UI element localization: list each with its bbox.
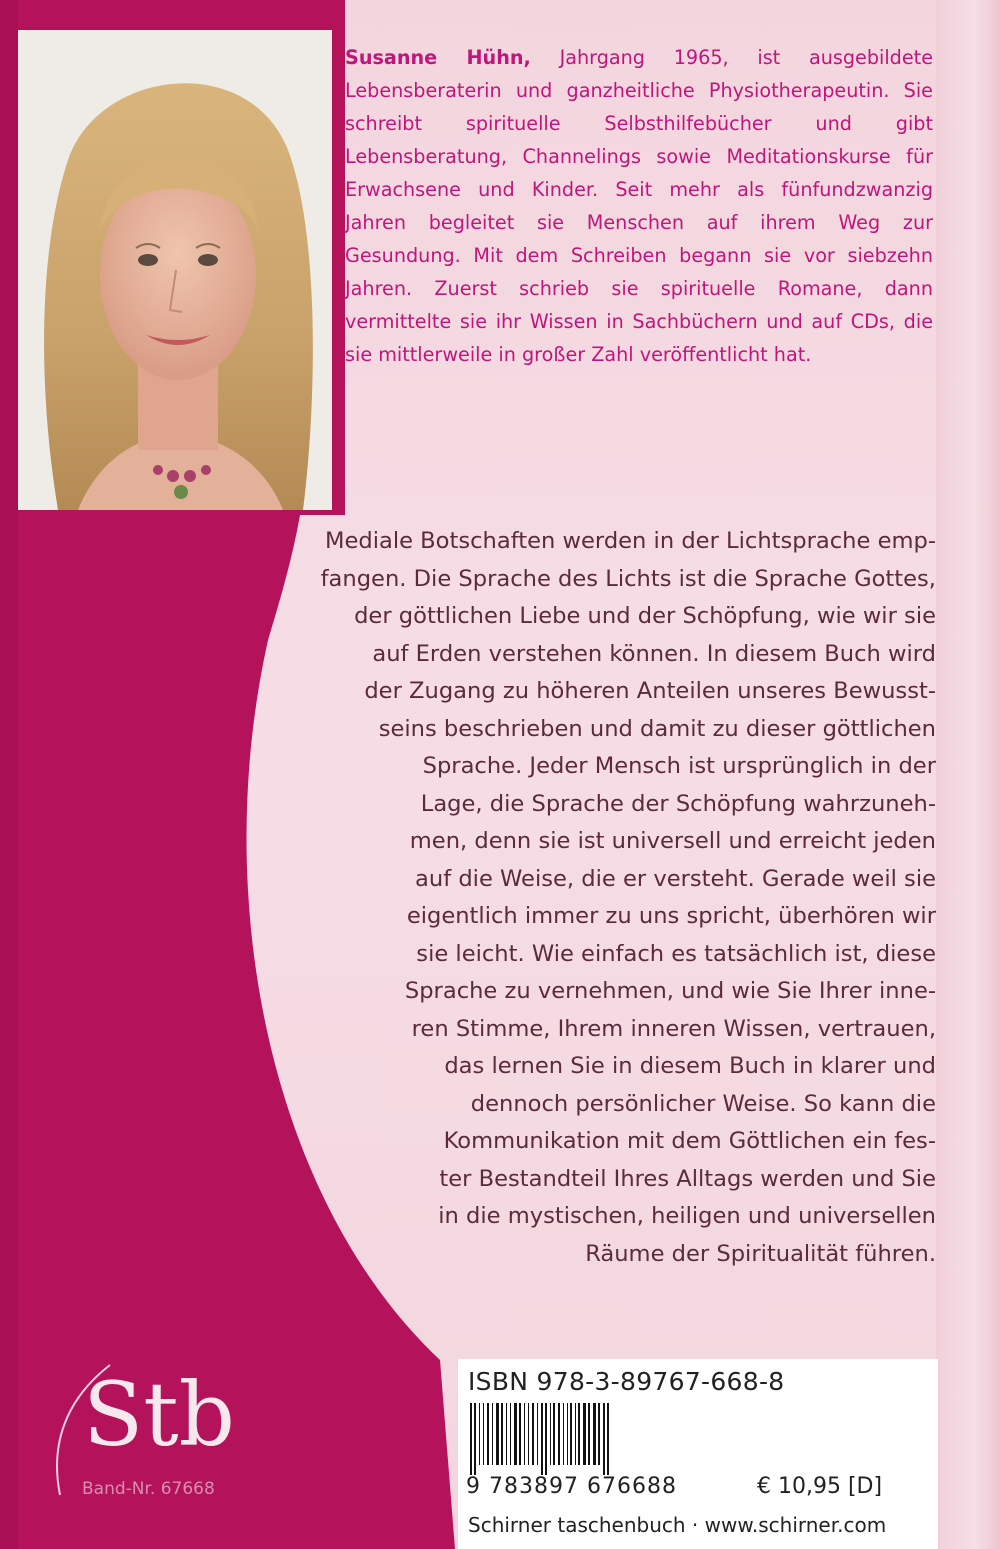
barcode-bar (570, 1403, 572, 1465)
barcode-bar (532, 1403, 534, 1465)
barcode-bar (607, 1403, 609, 1475)
author-portrait-illustration (18, 30, 332, 510)
barcode-bar (506, 1403, 507, 1465)
barcode-bar (575, 1403, 576, 1465)
barcode-bar (487, 1403, 489, 1465)
barcode-bar (558, 1403, 560, 1465)
blurb-line: das lernen Sie in diesem Buch in klarer und (444, 1053, 936, 1079)
barcode-bar (593, 1403, 596, 1465)
author-bio (345, 41, 933, 371)
barcode-bar (545, 1403, 547, 1475)
barcode-bar (514, 1403, 517, 1465)
blurb-line: Sprache zu vernehmen, und wie Sie Ihrer inne- (404, 978, 936, 1004)
barcode-bar (496, 1403, 499, 1465)
isbn-label: ISBN 978-3-89767-668-8 (468, 1367, 785, 1396)
blurb-line: Räume der Spiritualität führen. (585, 1240, 936, 1267)
blurb-line: seins beschrieben und damit zu dieser göttlichen (378, 715, 936, 742)
barcode-bar (528, 1403, 529, 1465)
author-name: Susanne Hühn, (345, 46, 531, 69)
right-edge-shade (936, 0, 1000, 1549)
blurb-line: der göttlichen Liebe und der Schöpfung, wie wir sie (354, 603, 936, 629)
price-label: € 10,95 [D] (757, 1474, 883, 1499)
blurb-line: auf Erden verstehen können. In diesem Buch wird (372, 640, 936, 667)
blurb-line: men, denn sie ist universell und erreicht jeden (409, 828, 936, 854)
blurb-line: Mediale Botschaften werden in der Lichtsprache emp- (324, 528, 936, 554)
blurb-line: sie leicht. Wie einfach es tatsächlich ist, diese (416, 940, 936, 967)
barcode-bar (492, 1403, 493, 1465)
barcode-bar (588, 1403, 590, 1465)
barcode-bar (524, 1403, 525, 1465)
barcode-bar (541, 1403, 543, 1475)
author-photo (18, 30, 332, 510)
blurb-line: ter Bestandteil Ihres Alltags werden und Sie (439, 1165, 936, 1192)
barcode-bar (537, 1403, 538, 1465)
publisher-imprint-line: Schirner taschenbuch · www.schirner.com (468, 1513, 887, 1537)
barcode-bar (501, 1403, 503, 1465)
blurb-line: der Zugang zu höheren Anteilen unseres Bewusst- (364, 678, 936, 704)
blurb-line: ren Stimme, Ihrem inneren Wissen, vertrauen, (411, 1015, 936, 1042)
barcode-bars (468, 1403, 748, 1475)
barcode-bar (603, 1403, 605, 1475)
book-blurb (268, 523, 936, 1353)
barcode-bar (483, 1403, 484, 1465)
barcode-bar (583, 1403, 586, 1465)
blurb-line: eigentlich immer zu uns spricht, überhören wir (406, 903, 936, 929)
blurb-line: fangen. Die Sprache des Lichts ist die Sprache Gottes, (320, 565, 936, 592)
barcode-bar (550, 1403, 551, 1465)
barcode-bar (563, 1403, 564, 1465)
barcode-panel (458, 1359, 938, 1549)
barcode-bar (519, 1403, 521, 1465)
publisher-logo: Stb (83, 1363, 235, 1466)
author-bio-text: Jahrgang 1965, ist ausgebildete Lebensberaterin und ganzheitliche Physiotherapeutin. Sie schreibt spirituelle Selbsthilfebücher und gibt Lebensberatung, Channelings sowie Meditationskurse für Erwachsene und Kinder. Seit mehr als fünfundzwanzig Jahren begleitet sie Menschen auf ihrem Weg zur Gesundung. Mit dem Schreiben begann sie vor siebzehn Jahren. Zuerst schrieb sie spirituelle Romane, dann vermittelte sie ihr Wissen in Sachbüchern und auf CDs, die sie mittlerweile in großer Zahl veröffentlicht hat. (345, 46, 933, 366)
blurb-line: Kommunikation mit dem Göttlichen ein fes- (443, 1128, 936, 1154)
barcode-bar (567, 1403, 568, 1465)
barcode-bar (470, 1403, 472, 1475)
band-number: Band-Nr. 67668 (82, 1479, 215, 1499)
barcode-bar (474, 1403, 476, 1475)
barcode-digits: 9 783897 676688 (466, 1474, 677, 1499)
barcode-bar (510, 1403, 511, 1465)
barcode-bar (598, 1403, 600, 1465)
blurb-line: Lage, die Sprache der Schöpfung wahrzuneh- (420, 790, 936, 817)
blurb-line: auf die Weise, die er versteht. Gerade weil sie (415, 865, 936, 892)
barcode-bar (578, 1403, 580, 1465)
blurb-line: in die mystischen, heiligen und universellen (438, 1203, 936, 1229)
blurb-line: Sprache. Jeder Mensch ist ursprünglich in der (422, 753, 936, 779)
barcode-bar (553, 1403, 555, 1465)
barcode-bar (479, 1403, 480, 1465)
blurb-line: dennoch persönlicher Weise. So kann die (470, 1090, 936, 1117)
